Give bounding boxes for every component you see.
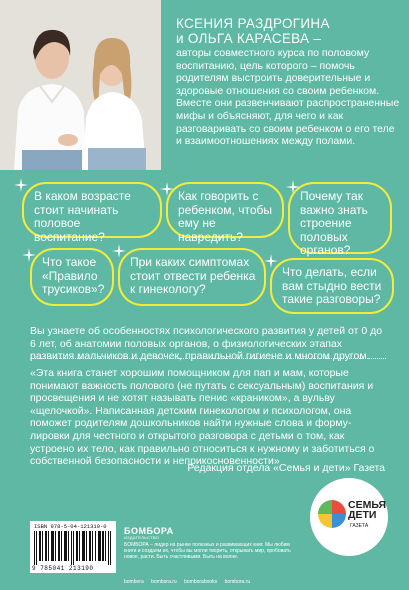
question-bubble-1 xyxy=(22,182,162,244)
question-bubble-2 xyxy=(166,182,284,244)
question-bubble-6 xyxy=(270,258,394,314)
authors-block xyxy=(176,16,402,148)
sparkle-icon xyxy=(14,178,28,192)
sparkle-icon xyxy=(112,244,126,258)
author-conj: и xyxy=(176,31,184,46)
social-item: bombora.ru xyxy=(224,579,251,585)
question-bubble-4 xyxy=(30,248,114,306)
barcode-bars xyxy=(34,531,112,565)
social-item: bomborabooks xyxy=(184,579,218,585)
badge-line-3: ГАЗЕТА xyxy=(350,523,369,529)
isbn-text: ISBN 978-5-04-121319-0 xyxy=(34,523,107,530)
review-quote: «Эта книга станет хорошим помощником для пап и мам, которые понимают важность полового (не путать с сексуальным) воспитания и просвещения и не хотят называть пенис «краником», а вульву «щелочкой». Написанная детским гинекологом и психологом, она поможет родителям дошкольников найти нужные слова и формулировки для честного и открытого разговора с детьми о том, как устроено их тело, как правильно относиться к нужному и заботиться о собственной безопасности и неприкосновенности» xyxy=(30,367,375,468)
question-3-text: Почему так важно знать строение половых органов? xyxy=(300,189,368,257)
publisher-socials xyxy=(124,579,256,585)
author-name-2: ОЛЬГА КАРАСЕВА xyxy=(187,31,310,46)
summary-text: Вы узнаете об особенностях психологического развития у детей от 0 до 6 лет, об анатомии половых органов, о физиологических этапах развития мальчиков и девочек, правильной гигиене и многом другом. xyxy=(30,325,383,363)
question-bubble-5 xyxy=(118,248,266,306)
badge-line-2: ДЕТИ xyxy=(348,509,377,521)
sparkle-icon xyxy=(22,248,36,262)
social-item: bombora.ru xyxy=(151,579,177,585)
sparkle-icon xyxy=(286,180,300,194)
pie-logo-icon xyxy=(318,500,346,528)
authors-description: авторы совместного курса по половому воспитанию, цель которого – помочь родителям выстроить доверительные и здоровые отношения со своим ребенком. Вместе они развенчивают распространенные мифы и объясняют, для чего и как разговаривать со своим ребенком о его теле и взаимоотношениях между полами. xyxy=(176,47,400,148)
barcode xyxy=(30,521,116,573)
publisher-logo: БОМБОРА xyxy=(124,526,174,536)
sparkle-icon xyxy=(160,182,174,196)
publisher-subtitle: ИЗДАТЕЛЬСТВО xyxy=(124,535,160,540)
review-signature: Редакция отдела «Семья и дети» Газета xyxy=(187,462,385,474)
authors-photo xyxy=(0,0,161,170)
question-6-text: Что делать, если вам стыдно вести такие разговоры? xyxy=(282,265,382,306)
dotted-divider xyxy=(30,358,386,359)
publisher-description: БОМБОРА – лидер на рынке полезных и развивающих книг. Мы любим книги и создаем их, чтобы вы могли творить, открывать мир, пробовать новое, расти. Быть счастливыми. Быть на волне. xyxy=(124,542,291,560)
question-1-text: В каком возрасте стоит начинать половое воспитание? xyxy=(34,189,131,244)
question-bubble-3 xyxy=(288,182,392,257)
badge-line-1: СЕМЬЯ xyxy=(348,499,387,511)
question-5-text: При каких симптомах стоит отвести ребенка к гинекологу? xyxy=(130,255,256,296)
sparkle-icon xyxy=(264,254,278,268)
semya-deti-logo xyxy=(310,478,388,556)
question-4-text: Что такое «Правило трусиков»? xyxy=(42,255,105,296)
barcode-number: 9 785041 213190 xyxy=(32,565,94,572)
author-name-1: КСЕНИЯ РАЗДРОГИНА xyxy=(176,16,330,31)
question-2-text: Как говорить с ребенком, чтобы ему не навредить? xyxy=(178,189,273,244)
author-name-2-line xyxy=(176,31,402,46)
author-dash: – xyxy=(309,31,322,46)
social-item: bombora xyxy=(124,579,144,585)
